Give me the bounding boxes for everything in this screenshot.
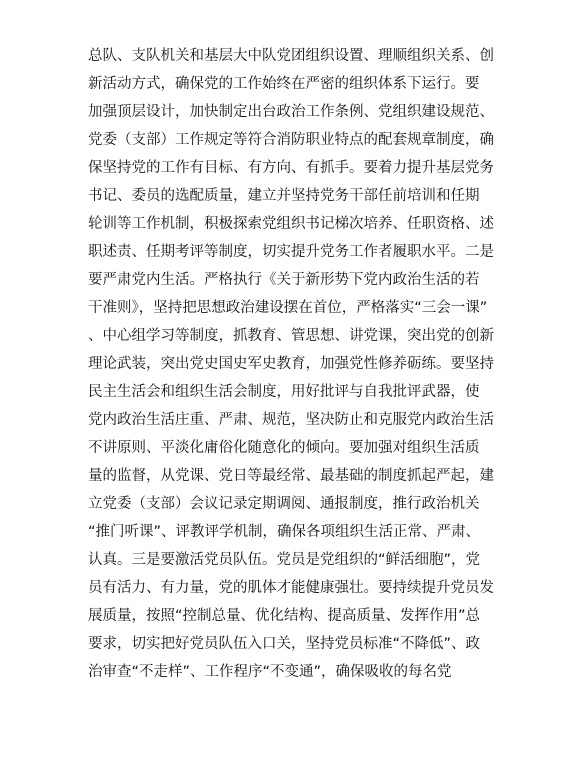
- text-line: 新活动方式，确保党的工作始终在严密的组织体系下运行。要: [88, 76, 480, 92]
- text-line: 党委（支部）工作规定等符合消防职业特点的配套规章制度，确: [88, 132, 494, 148]
- text-line: 认真。三是要激活党员队伍。党员是党组织的“鲜活细胞”，党: [88, 552, 481, 568]
- text-line: 加强顶层设计，加快制定出台政治工作条例、党组织建设规范、: [88, 104, 494, 120]
- text-line: 职述责、任期考评等制度，切实提升党务工作者履职水平。二是: [88, 244, 494, 260]
- text-line: 立党委（支部）会议记录定期调阅、通报制度，推行政治机关: [88, 496, 480, 512]
- text-line: 展质量，按照“控制总量、优化结构、提高质量、发挥作用”总: [88, 608, 481, 624]
- text-line: 民主生活会和组织生活会制度，用好批评与自我批评武器，使: [88, 384, 480, 400]
- text-line: 治审查“不走样”、工作程序“不变通”，确保吸收的每名党: [88, 664, 452, 680]
- text-line: “推门听课”、评教评学机制，确保各项组织生活正常、严肃、: [88, 524, 481, 540]
- body-paragraph: [88, 42, 508, 686]
- text-line: 理论武装，突出党史国史军史教育，加强党性修养砺练。要坚持: [88, 356, 494, 372]
- text-line: 书记、委员的选配质量，建立并坚持党务干部任前培训和任期: [88, 188, 480, 204]
- text-line: 员有活力、有力量，党的肌体才能健康强壮。要持续提升党员发: [88, 580, 494, 596]
- text-line: 、中心组学习等制度，抓教育、管思想、讲党课，突出党的创新: [88, 328, 494, 344]
- text-line: 要严肃党内生活。严格执行《关于新形势下党内政治生活的若: [88, 272, 480, 288]
- text-line: 不讲原则、平淡化庸俗化随意化的倾向。要加强对组织生活质: [88, 440, 480, 456]
- text-line: 保坚持党的工作有目标、有方向、有抓手。要着力提升基层党务: [88, 160, 494, 176]
- text-line: 量的监督，从党课、党日等最经常、最基础的制度抓起严起，建: [88, 468, 494, 484]
- text-line: 轮训等工作机制，积极探索党组织书记梯次培养、任职资格、述: [88, 216, 494, 232]
- text-line: 总队、支队机关和基层大中队党团组织设置、理顺组织关系、创: [88, 48, 494, 64]
- text-line: 要求，切实把好党员队伍入口关，坚持党员标准“不降低”、政: [88, 636, 481, 652]
- text-line: 干准则》，坚持把思想政治建设摆在首位，严格落实“三会一课”: [88, 300, 488, 316]
- text-line: 党内政治生活庄重、严肃、规范，坚决防止和克服党内政治生活: [88, 412, 494, 428]
